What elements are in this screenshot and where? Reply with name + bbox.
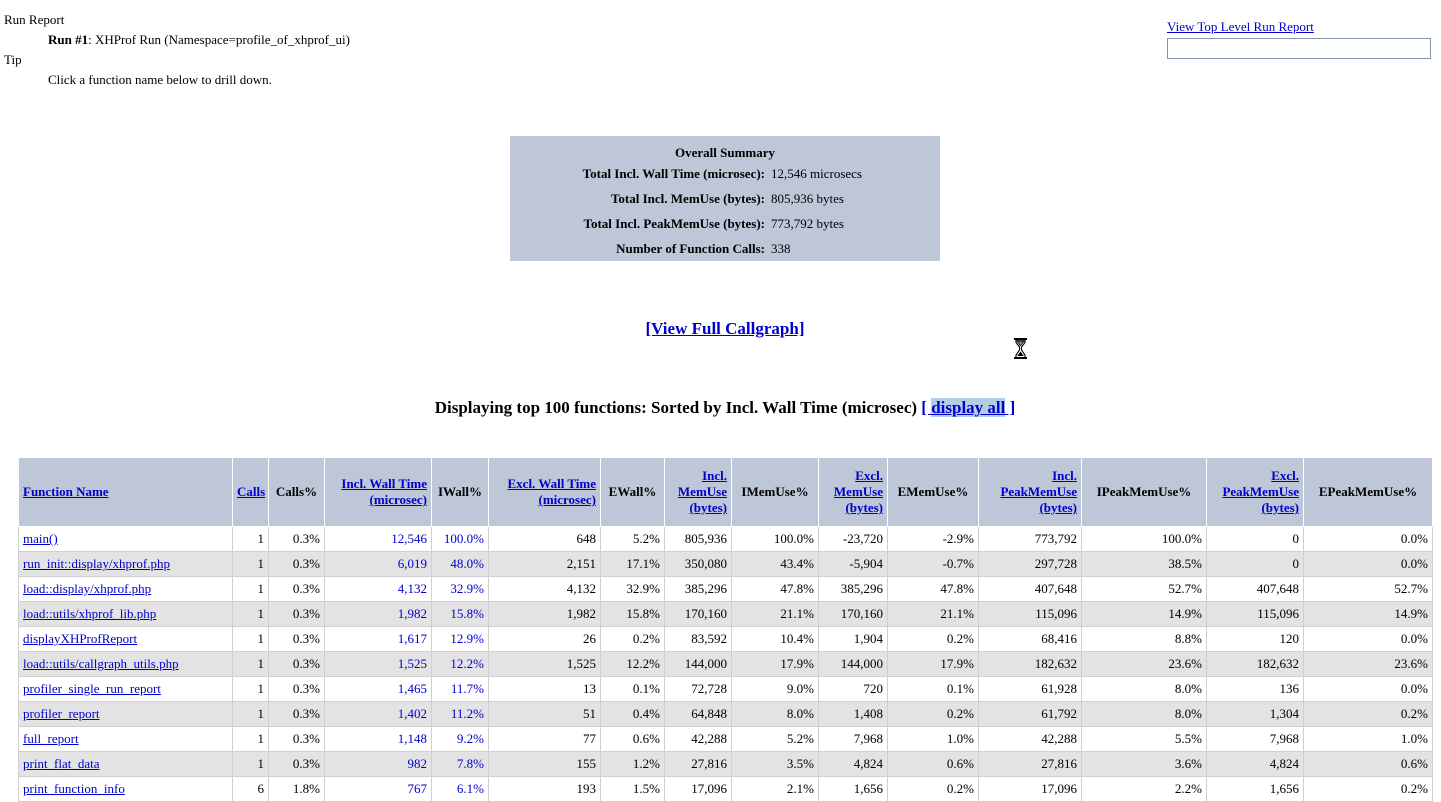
column-header-calls: Calls% [269, 458, 325, 527]
table-row [19, 552, 1433, 577]
cell-incl-memuse-bytes: 170,160 [665, 602, 732, 627]
summary-value: 12,546 microsecs [771, 166, 862, 181]
cell-ememuse: 0.2% [888, 702, 979, 727]
cell-iwall: 7.8% [432, 752, 489, 777]
column-header-iwall: IWall% [432, 458, 489, 527]
cell-imemuse: 10.4% [732, 627, 819, 652]
table-row [19, 652, 1433, 677]
cell-ememuse: 0.2% [888, 777, 979, 802]
cell-calls: 1 [233, 727, 269, 752]
cell-excl-memuse-bytes: -5,904 [819, 552, 888, 577]
cell-excl-peakmemuse-bytes: 136 [1207, 677, 1304, 702]
column-header-ewall: EWall% [601, 458, 665, 527]
cell-incl-wall-time-microsec: 12,546 [325, 527, 432, 552]
cell-excl-memuse-bytes: 170,160 [819, 602, 888, 627]
column-header-imemuse: IMemUse% [732, 458, 819, 527]
cell-calls: 1 [233, 577, 269, 602]
view-full-callgraph-link[interactable]: [View Full Callgraph] [645, 319, 805, 338]
cell-function-name [19, 527, 233, 552]
cell-incl-wall-time-microsec: 1,465 [325, 677, 432, 702]
cell-incl-wall-time-microsec: 6,019 [325, 552, 432, 577]
column-header-incl-peakmemuse-bytes [979, 458, 1082, 527]
cell-iwall: 15.8% [432, 602, 489, 627]
run-description: : XHProf Run (Namespace=profile_of_xhprof_ui) [88, 32, 350, 47]
cell-calls: 0.3% [269, 552, 325, 577]
cell-function-name [19, 752, 233, 777]
cell-function-name [19, 727, 233, 752]
cell-excl-memuse-bytes: 144,000 [819, 652, 888, 677]
cell-calls: 1 [233, 677, 269, 702]
cell-incl-wall-time-microsec: 1,982 [325, 602, 432, 627]
cell-epeakmemuse: 23.6% [1304, 652, 1433, 677]
cell-calls: 6 [233, 777, 269, 802]
cell-incl-wall-time-microsec: 1,617 [325, 627, 432, 652]
cell-imemuse: 21.1% [732, 602, 819, 627]
cell-excl-wall-time-microsec: 1,525 [489, 652, 601, 677]
cell-excl-wall-time-microsec: 155 [489, 752, 601, 777]
functions-table-header [19, 458, 1433, 527]
cell-epeakmemuse: 0.6% [1304, 752, 1433, 777]
cell-incl-wall-time-microsec: 4,132 [325, 577, 432, 602]
cell-ipeakmemuse: 23.6% [1082, 652, 1207, 677]
summary-row [510, 161, 940, 186]
cell-incl-memuse-bytes: 27,816 [665, 752, 732, 777]
cell-incl-memuse-bytes: 83,592 [665, 627, 732, 652]
cell-epeakmemuse: 0.0% [1304, 552, 1433, 577]
sort-link-function-name[interactable]: Function Name [23, 484, 109, 499]
cell-calls: 0.3% [269, 627, 325, 652]
cell-incl-peakmemuse-bytes: 42,288 [979, 727, 1082, 752]
summary-value: 773,792 bytes [771, 216, 844, 231]
summary-row [510, 236, 940, 261]
sort-link-calls[interactable]: Calls [237, 484, 266, 499]
cell-calls: 0.3% [269, 677, 325, 702]
cell-incl-wall-time-microsec: 1,148 [325, 727, 432, 752]
run-title [48, 30, 350, 50]
summary-label: Number of Function Calls: [616, 241, 765, 256]
cell-ememuse: -0.7% [888, 552, 979, 577]
column-header-excl-wall-time-microsec [489, 458, 601, 527]
cell-function-name [19, 577, 233, 602]
cell-excl-memuse-bytes: 1,904 [819, 627, 888, 652]
cell-calls: 1 [233, 702, 269, 727]
summary-title: Overall Summary [674, 145, 775, 160]
cell-calls: 1 [233, 527, 269, 552]
cell-calls: 0.3% [269, 602, 325, 627]
cell-excl-memuse-bytes: -23,720 [819, 527, 888, 552]
cell-excl-peakmemuse-bytes: 115,096 [1207, 602, 1304, 627]
cell-excl-wall-time-microsec: 193 [489, 777, 601, 802]
cell-excl-wall-time-microsec: 4,132 [489, 577, 601, 602]
cell-ewall: 1.2% [601, 752, 665, 777]
cell-excl-peakmemuse-bytes: 4,824 [1207, 752, 1304, 777]
cell-ememuse: 0.1% [888, 677, 979, 702]
table-row [19, 527, 1433, 552]
cell-function-name [19, 702, 233, 727]
cell-ewall: 12.2% [601, 652, 665, 677]
cell-iwall: 100.0% [432, 527, 489, 552]
column-header-incl-wall-time-microsec [325, 458, 432, 527]
cell-calls: 1 [233, 602, 269, 627]
cell-ipeakmemuse: 38.5% [1082, 552, 1207, 577]
cell-excl-wall-time-microsec: 77 [489, 727, 601, 752]
cell-calls: 0.3% [269, 727, 325, 752]
function-link[interactable]: profiler_report [23, 706, 100, 721]
cell-ipeakmemuse: 14.9% [1082, 602, 1207, 627]
cell-function-name [19, 777, 233, 802]
cell-incl-wall-time-microsec: 767 [325, 777, 432, 802]
cell-excl-memuse-bytes: 385,296 [819, 577, 888, 602]
cell-excl-peakmemuse-bytes: 1,656 [1207, 777, 1304, 802]
cell-imemuse: 9.0% [732, 677, 819, 702]
cell-excl-wall-time-microsec: 1,982 [489, 602, 601, 627]
cell-calls: 1 [233, 652, 269, 677]
cell-ewall: 5.2% [601, 527, 665, 552]
cell-incl-peakmemuse-bytes: 773,792 [979, 527, 1082, 552]
functions-table [18, 457, 1433, 802]
cell-incl-wall-time-microsec: 1,402 [325, 702, 432, 727]
cell-ipeakmemuse: 2.2% [1082, 777, 1207, 802]
cell-iwall: 12.9% [432, 627, 489, 652]
callgraph-link-row [0, 319, 1441, 339]
cell-ememuse: -2.9% [888, 527, 979, 552]
tip-label: Tip [4, 52, 22, 67]
cell-incl-memuse-bytes: 17,096 [665, 777, 732, 802]
column-header-incl-memuse-bytes [665, 458, 732, 527]
listing-caption-text: Displaying top 100 functions: Sorted by Incl. Wall Time (microsec) [434, 398, 922, 417]
cell-incl-peakmemuse-bytes: 68,416 [979, 627, 1082, 652]
cell-excl-memuse-bytes: 720 [819, 677, 888, 702]
cell-excl-memuse-bytes: 7,968 [819, 727, 888, 752]
cell-calls: 0.3% [269, 752, 325, 777]
cell-excl-wall-time-microsec: 51 [489, 702, 601, 727]
cell-ememuse: 17.9% [888, 652, 979, 677]
cell-incl-peakmemuse-bytes: 27,816 [979, 752, 1082, 777]
table-row [19, 627, 1433, 652]
function-link[interactable]: main() [23, 531, 58, 546]
top-right-panel [1167, 19, 1433, 59]
overall-summary-box [510, 136, 940, 261]
cell-calls: 0.3% [269, 577, 325, 602]
cell-ipeakmemuse: 3.6% [1082, 752, 1207, 777]
column-header-excl-memuse-bytes [819, 458, 888, 527]
cell-excl-peakmemuse-bytes: 7,968 [1207, 727, 1304, 752]
cell-incl-memuse-bytes: 805,936 [665, 527, 732, 552]
table-row [19, 752, 1433, 777]
cell-imemuse: 2.1% [732, 777, 819, 802]
column-header-epeakmemuse: EPeakMemUse% [1304, 458, 1433, 527]
cell-iwall: 11.2% [432, 702, 489, 727]
cell-function-name [19, 677, 233, 702]
cell-ememuse: 0.6% [888, 752, 979, 777]
cell-imemuse: 5.2% [732, 727, 819, 752]
sort-link-incl-wall-time-microsec[interactable]: Incl. Wall Time (microsec) [341, 476, 427, 507]
cell-function-name [19, 627, 233, 652]
cell-ewall: 32.9% [601, 577, 665, 602]
cell-calls: 0.3% [269, 652, 325, 677]
cell-function-name [19, 602, 233, 627]
function-link[interactable]: profiler_single_run_report [23, 681, 161, 696]
cell-ipeakmemuse: 5.5% [1082, 727, 1207, 752]
cell-excl-peakmemuse-bytes: 1,304 [1207, 702, 1304, 727]
cell-imemuse: 17.9% [732, 652, 819, 677]
column-header-ememuse: EMemUse% [888, 458, 979, 527]
cell-imemuse: 3.5% [732, 752, 819, 777]
cell-ipeakmemuse: 8.8% [1082, 627, 1207, 652]
function-link[interactable]: displayXHProfReport [23, 631, 138, 646]
cell-ememuse: 1.0% [888, 727, 979, 752]
cell-incl-peakmemuse-bytes: 61,928 [979, 677, 1082, 702]
column-header-calls [233, 458, 269, 527]
table-row [19, 777, 1433, 802]
table-row [19, 602, 1433, 627]
cell-incl-memuse-bytes: 350,080 [665, 552, 732, 577]
cell-ewall: 0.2% [601, 627, 665, 652]
cell-ewall: 1.5% [601, 777, 665, 802]
function-link[interactable]: load::utils/callgraph_utils.php [23, 656, 179, 671]
cell-excl-wall-time-microsec: 26 [489, 627, 601, 652]
summary-label: Total Incl. PeakMemUse (bytes): [583, 216, 765, 231]
cell-ewall: 0.4% [601, 702, 665, 727]
function-link[interactable]: print_flat_data [23, 756, 100, 771]
cell-ipeakmemuse: 8.0% [1082, 677, 1207, 702]
summary-row [510, 211, 940, 236]
run-number: Run #1 [48, 32, 89, 47]
cell-calls: 1 [233, 752, 269, 777]
sort-link-excl-peakmemuse-bytes[interactable]: Excl. PeakMemUse (bytes) [1222, 468, 1299, 515]
display-all-link[interactable] [921, 398, 1015, 417]
cell-incl-peakmemuse-bytes: 297,728 [979, 552, 1082, 577]
cell-function-name [19, 552, 233, 577]
cell-ememuse: 21.1% [888, 602, 979, 627]
cell-imemuse: 47.8% [732, 577, 819, 602]
cell-excl-wall-time-microsec: 2,151 [489, 552, 601, 577]
table-row [19, 702, 1433, 727]
cell-excl-peakmemuse-bytes: 0 [1207, 552, 1304, 577]
cell-excl-peakmemuse-bytes: 120 [1207, 627, 1304, 652]
sort-link-excl-wall-time-microsec[interactable]: Excl. Wall Time (microsec) [507, 476, 596, 507]
function-link[interactable]: load::display/xhprof.php [23, 581, 152, 596]
cell-incl-peakmemuse-bytes: 17,096 [979, 777, 1082, 802]
cell-ewall: 0.1% [601, 677, 665, 702]
cell-incl-peakmemuse-bytes: 115,096 [979, 602, 1082, 627]
cell-ewall: 15.8% [601, 602, 665, 627]
cell-incl-peakmemuse-bytes: 182,632 [979, 652, 1082, 677]
cell-imemuse: 100.0% [732, 527, 819, 552]
tip-text: Click a function name below to drill down. [48, 72, 272, 87]
cell-iwall: 6.1% [432, 777, 489, 802]
cell-incl-memuse-bytes: 42,288 [665, 727, 732, 752]
cell-excl-wall-time-microsec: 13 [489, 677, 601, 702]
view-top-level-run-report-link[interactable]: View Top Level Run Report [1167, 19, 1314, 34]
cell-ipeakmemuse: 100.0% [1082, 527, 1207, 552]
cell-excl-peakmemuse-bytes: 182,632 [1207, 652, 1304, 677]
hourglass-cursor-icon [1012, 337, 1029, 360]
cell-iwall: 32.9% [432, 577, 489, 602]
cell-epeakmemuse: 52.7% [1304, 577, 1433, 602]
cell-epeakmemuse: 14.9% [1304, 602, 1433, 627]
cell-excl-peakmemuse-bytes: 0 [1207, 527, 1304, 552]
table-row [19, 677, 1433, 702]
summary-row [510, 186, 940, 211]
cell-ememuse: 0.2% [888, 627, 979, 652]
column-header-excl-peakmemuse-bytes [1207, 458, 1304, 527]
table-row [19, 577, 1433, 602]
cell-function-name [19, 652, 233, 677]
summary-label: Total Incl. MemUse (bytes): [610, 191, 765, 206]
display-all-label: display all [931, 398, 1006, 417]
cell-epeakmemuse: 0.2% [1304, 777, 1433, 802]
cell-incl-peakmemuse-bytes: 407,648 [979, 577, 1082, 602]
cell-ememuse: 47.8% [888, 577, 979, 602]
cell-ewall: 17.1% [601, 552, 665, 577]
cell-excl-memuse-bytes: 4,824 [819, 752, 888, 777]
table-row [19, 727, 1433, 752]
cell-calls: 1 [233, 552, 269, 577]
display-all-bracket-close: ] [1005, 398, 1016, 417]
cell-iwall: 48.0% [432, 552, 489, 577]
cell-imemuse: 8.0% [732, 702, 819, 727]
run-id-input[interactable] [1167, 38, 1431, 59]
cell-calls: 0.3% [269, 702, 325, 727]
function-link[interactable]: full_report [23, 731, 79, 746]
functions-listing-caption [0, 398, 1441, 418]
cell-calls: 0.3% [269, 527, 325, 552]
cell-epeakmemuse: 1.0% [1304, 727, 1433, 752]
sort-link-excl-memuse-bytes[interactable]: Excl. MemUse (bytes) [833, 468, 883, 515]
summary-value: 338 [771, 241, 791, 256]
functions-table-body [19, 527, 1433, 802]
sort-link-incl-memuse-bytes[interactable]: Incl. MemUse (bytes) [677, 468, 727, 515]
cell-epeakmemuse: 0.0% [1304, 527, 1433, 552]
run-report-header [4, 10, 350, 90]
cell-ipeakmemuse: 52.7% [1082, 577, 1207, 602]
cell-calls: 1 [233, 627, 269, 652]
cell-ipeakmemuse: 8.0% [1082, 702, 1207, 727]
cell-iwall: 11.7% [432, 677, 489, 702]
cell-incl-peakmemuse-bytes: 61,792 [979, 702, 1082, 727]
cell-excl-memuse-bytes: 1,408 [819, 702, 888, 727]
function-link[interactable]: print_function_info [23, 781, 125, 796]
cell-excl-memuse-bytes: 1,656 [819, 777, 888, 802]
summary-value: 805,936 bytes [771, 191, 844, 206]
summary-label: Total Incl. Wall Time (microsec): [582, 166, 765, 181]
cell-epeakmemuse: 0.0% [1304, 627, 1433, 652]
column-header-function-name [19, 458, 233, 527]
header-row [19, 458, 1433, 527]
cell-epeakmemuse: 0.2% [1304, 702, 1433, 727]
cell-incl-memuse-bytes: 385,296 [665, 577, 732, 602]
run-report-label: Run Report [4, 12, 65, 27]
cell-iwall: 9.2% [432, 727, 489, 752]
function-link[interactable]: run_init::display/xhprof.php [23, 556, 170, 571]
sort-link-incl-peakmemuse-bytes[interactable]: Incl. PeakMemUse (bytes) [1000, 468, 1077, 515]
column-header-ipeakmemuse: IPeakMemUse% [1082, 458, 1207, 527]
function-link[interactable]: load::utils/xhprof_lib.php [23, 606, 157, 621]
cell-incl-memuse-bytes: 144,000 [665, 652, 732, 677]
cell-incl-wall-time-microsec: 1,525 [325, 652, 432, 677]
cell-ewall: 0.6% [601, 727, 665, 752]
cell-incl-wall-time-microsec: 982 [325, 752, 432, 777]
cell-incl-memuse-bytes: 72,728 [665, 677, 732, 702]
cell-iwall: 12.2% [432, 652, 489, 677]
cell-epeakmemuse: 0.0% [1304, 677, 1433, 702]
cell-incl-memuse-bytes: 64,848 [665, 702, 732, 727]
cell-excl-wall-time-microsec: 648 [489, 527, 601, 552]
cell-excl-peakmemuse-bytes: 407,648 [1207, 577, 1304, 602]
cell-imemuse: 43.4% [732, 552, 819, 577]
display-all-bracket-open: [ [921, 398, 932, 417]
cell-calls: 1.8% [269, 777, 325, 802]
